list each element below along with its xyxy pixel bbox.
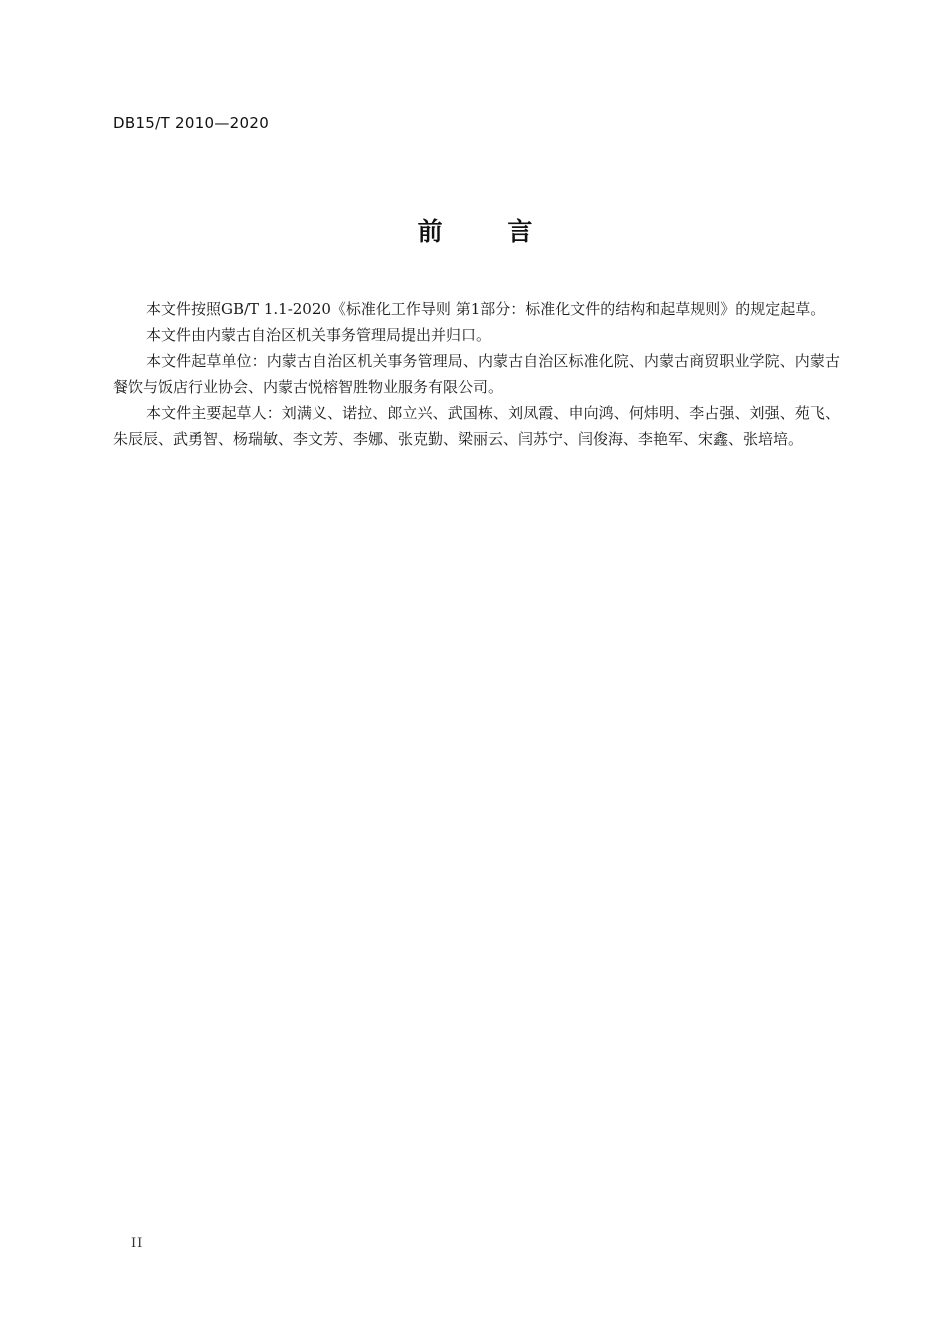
paragraph-drafters: 本文件主要起草人：刘满义、诺拉、郎立兴、武国栋、刘凤霞、申向鸿、何炜明、李占强、刘强、苑飞、朱辰辰、武勇智、杨瑞敏、李文芳、李娜、张克勤、梁丽云、闫苏宁、闫俊海、李艳军、宋鑫、张培培。 xyxy=(113,404,840,448)
foreword-body xyxy=(113,296,840,452)
paragraph-drafting-basis: 本文件按照GB/T 1.1-2020《标准化工作导则 第1部分：标准化文件的结构和起草规则》的规定起草。 xyxy=(146,300,826,318)
page-number: II xyxy=(131,1236,144,1251)
document-code: DB15/T 2010—2020 xyxy=(113,114,270,132)
page-title: 前 言 xyxy=(417,217,561,246)
paragraph-drafting-units: 本文件起草单位：内蒙古自治区机关事务管理局、内蒙古自治区标准化院、内蒙古商贸职业学院、内蒙古餐饮与饭店行业协会、内蒙古悦榕智胜物业服务有限公司。 xyxy=(113,352,840,396)
paragraph-proposer: 本文件由内蒙古自治区机关事务管理局提出并归口。 xyxy=(146,326,492,344)
